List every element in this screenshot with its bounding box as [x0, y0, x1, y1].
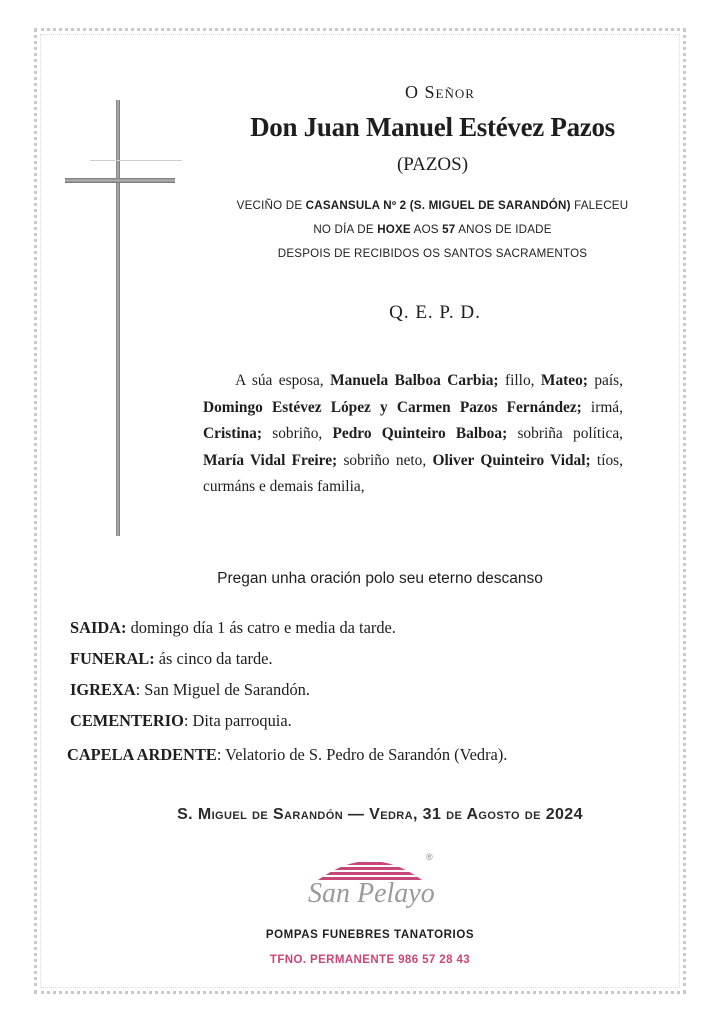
info-age: 57	[442, 223, 456, 236]
family-member-name: Pedro Quinteiro Balboa;	[332, 425, 508, 442]
info-text: ANOS DE IDADE	[455, 223, 552, 236]
detail-value: : Dita parroquia.	[183, 711, 292, 730]
cross-horizontal-bar	[65, 178, 175, 183]
detail-capela-ardente	[67, 745, 507, 765]
info-text: AOS	[410, 223, 443, 236]
info-text: NO DÍA DE	[313, 223, 378, 236]
detail-value: : Velatorio de S. Pedro de Sarandón (Vedra).	[216, 745, 508, 764]
dateline: S. Miguel de Sarandón — Vedra, 31 de Agosto de 2024	[177, 806, 583, 823]
deceased-alias: (PAZOS)	[396, 154, 469, 175]
logo-graphic	[300, 850, 440, 914]
phone-number: TFNO. PERMANENTE 986 57 28 43	[269, 954, 471, 966]
qepd: Q. E. P. D.	[389, 302, 481, 323]
detail-funeral	[70, 649, 273, 669]
family-member-name: Domingo Estévez López y Carmen Pazos Fernández;	[203, 398, 582, 416]
title-prefix: O Señor	[405, 82, 475, 102]
logo-text: San Pelayo	[308, 878, 435, 909]
family-relation-text: irmá,	[581, 398, 623, 416]
detail-igrexa	[70, 680, 310, 700]
detail-value: : San Miguel de Sarandón.	[135, 680, 310, 699]
family-relation-text: A súa esposa,	[235, 372, 331, 389]
info-line-1	[200, 199, 665, 212]
info-day: HOXE	[377, 223, 411, 236]
family-member-name: Manuela Balboa Carbia;	[330, 372, 499, 389]
san-pelayo-logo	[300, 850, 440, 914]
detail-label: SAIDA:	[70, 618, 127, 637]
info-line-2	[200, 223, 665, 236]
prayer-line: Pregan unha oración polo seu eterno descanso	[217, 570, 543, 587]
family-text	[203, 368, 623, 501]
cross-highlight-line	[90, 160, 182, 161]
detail-label: CAPELA ARDENTE	[67, 745, 217, 764]
info-text: VECIÑO DE	[236, 199, 306, 212]
cross-vertical-bar	[116, 100, 120, 536]
family-relation-text: sobriña política,	[507, 425, 623, 442]
deceased-name: Don Juan Manuel Estévez Pazos	[250, 112, 615, 142]
detail-saida	[70, 618, 396, 638]
detail-label: CEMENTERIO	[70, 711, 184, 730]
detail-label: FUNERAL:	[70, 649, 155, 668]
detail-cementerio	[70, 711, 292, 731]
family-relation-text: tíos, curmáns e demais familia,	[203, 451, 623, 495]
info-address: CASANSULA Nº 2 (S. MIGUEL DE SARANDÓN)	[305, 199, 571, 212]
family-relation-text: país,	[587, 372, 623, 389]
info-line-3: DESPOIS DE RECIBIDOS OS SANTOS SACRAMENTOS	[277, 247, 588, 260]
family-member-name: María Vidal Freire;	[203, 451, 338, 469]
detail-value: domingo día 1 ás catro e media da tarde.	[126, 618, 396, 637]
registered-mark: ®	[426, 852, 433, 862]
detail-label: IGREXA	[70, 680, 136, 699]
family-member-name: Cristina;	[203, 425, 262, 442]
company-name: POMPAS FUNEBRES TANATORIOS	[265, 929, 475, 941]
family-member-name: Oliver Quinteiro Vidal;	[432, 451, 591, 469]
family-relation-text: fillo,	[498, 372, 541, 389]
info-text: FALECEU	[570, 199, 629, 212]
family-member-name: Mateo;	[540, 372, 588, 389]
family-paragraph	[203, 368, 623, 501]
detail-value: ás cinco da tarde.	[154, 649, 273, 668]
family-relation-text: sobriño,	[262, 425, 333, 442]
family-relation-text: sobriño neto,	[337, 451, 433, 469]
